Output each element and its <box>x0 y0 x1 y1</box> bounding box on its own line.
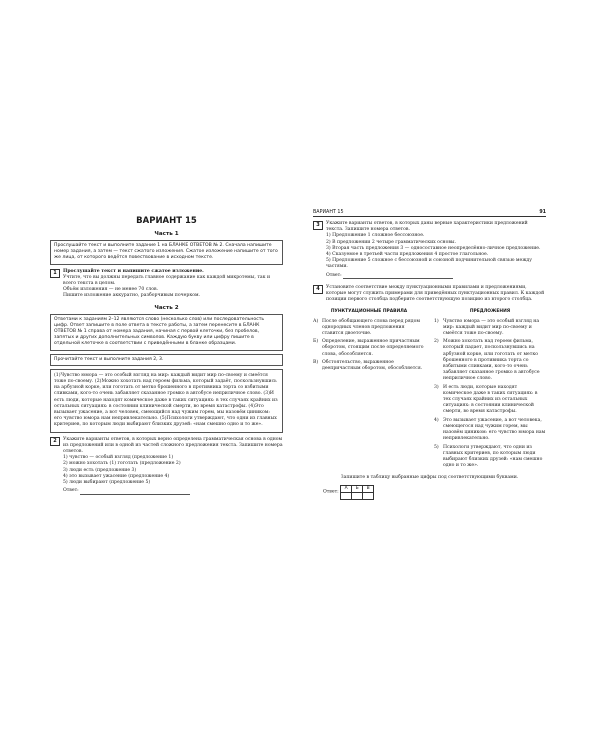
sentence-item <box>434 418 546 443</box>
sentence-text: Психологи утверждают, что одни из главных критериев, по которым люди выбирают близких друзей: «нам смешно одно и то же». <box>443 444 543 469</box>
page-header <box>313 210 546 217</box>
task-1-line: Объём изложения — не менее 70 слов. <box>63 287 159 293</box>
task-2-option: 5) люди выбирают (предложение 5) <box>63 480 151 486</box>
task-1 <box>50 269 283 300</box>
sentences-header: ПРЕДЛОЖЕНИЯ <box>469 309 511 315</box>
sentence-item <box>434 319 546 338</box>
task-2-option: 2) можно хохотать (1) гоготать (предложение 2) <box>63 461 181 467</box>
sentence-text: Чувство юмора — это особый взгляд на мир: каждый видит мир по-своему и смеётся тоже по-своему. <box>443 318 540 337</box>
task-4-number: 4 <box>313 285 323 294</box>
sentence-key: 5) <box>434 444 439 450</box>
task-2-option: 1) чувство — особый взгляд (предложение 1) <box>63 455 174 461</box>
rule-key: А) <box>313 318 319 324</box>
part1-title: Часть 1 <box>154 231 179 237</box>
left-page <box>50 210 283 530</box>
sentence-text: Это вызывает ужасение, а вот человека, смеющегося над чужим горем, мы назовём циником: его чувство юмора нам непривлекательно. <box>443 417 546 442</box>
task-3-option: 2) В предложении 2 четыре грамматических основы. <box>326 239 457 245</box>
sentence-key: 1) <box>434 318 439 324</box>
matching-columns <box>313 309 546 471</box>
rules-header: ПУНКТУАЦИОННЫЕ ПРАВИЛА <box>330 309 408 315</box>
answer-table-letter: Б <box>352 485 363 492</box>
variant-title: ВАРИАНТ 15 <box>136 216 197 226</box>
task-2-answer-label: Ответ: <box>63 488 79 494</box>
rule-item <box>313 319 425 338</box>
task-4-answer-label: Ответ: <box>323 489 339 495</box>
task-2-answer-field[interactable] <box>80 489 190 495</box>
rule-text: После обобщающего слова перед рядом однородных членов предложения ставится двоеточие. <box>322 318 420 337</box>
sentences-column <box>434 309 546 471</box>
task-3 <box>313 221 546 279</box>
sentence-item <box>434 385 546 416</box>
task-1-line: Пишите изложение аккуратно, разборчивым почерком. <box>63 293 200 299</box>
reading-text: (1)Чувство юмора — это особый взгляд на мир: каждый видит мир по-своему и смеётся тоже по-своему. (2)Можно хохотать над героем фильма, который задаёт, поскользнувшись на арбузной корке, или гоготать от метко брошенного в противника торта со взбитыми сливками, кого-то очень забавляет сказанное громко в автобусе неприличное слово. (3)И есть люди, которые находят комическое даже в таких ситуациях: в тех случаях крайних из остальных ситуациях: в состоянии клинической смерти, во время катастрофы. (4)Это вызывает ужасение, а вот человек, смеющийся над чужим горем, мы назовём циником: его чувство юмора нам непривлекательно. (5)Психологи утверждают, что одни из главных критериев, по которым люди выбирают близких друзей: «нам смешно одно и то же». <box>50 369 283 433</box>
task-3-intro: Укажите варианты ответов, в которых даны верные характеристики предложений текста. Запишите номера ответов. <box>326 221 528 233</box>
rule-item <box>313 339 425 358</box>
task-1-line: Учтите, что вы должны передать главное содержание как каждой микротемы, так и всего текста в целом. <box>63 274 271 287</box>
rules-column <box>313 309 425 471</box>
task-2-option: 3) люди есть (предложение 3) <box>63 467 137 473</box>
sentence-item <box>434 445 546 470</box>
task-1-number: 1 <box>50 269 60 278</box>
rule-text: Определение, выраженное причастным оборотом, стоящим после определяемого слова, обособляется. <box>322 339 424 357</box>
rule-key: В) <box>313 359 319 365</box>
answer-table-letter: В <box>363 485 374 492</box>
rule-item <box>313 360 425 372</box>
read-instruction: Прочитайте текст и выполните задания 2, 3. <box>50 354 283 366</box>
task-3-answer-field[interactable] <box>343 273 453 279</box>
task-2-option: 4) это вызывает ужасение (предложение 4) <box>63 473 170 479</box>
task-3-option: 4) Сказуемое в третьей части предложения 4 простое глагольное. <box>326 252 489 258</box>
task-3-option: 5) Предложение 5 сложное с бессоюзной и союзной подчинительной связью между частями. <box>326 258 532 270</box>
answer-table-cell[interactable] <box>341 492 352 499</box>
task-4-intro: Установите соответствие между пунктуационными правилами и предложениями, которые могут служить примерами для приведённых пунктуационных правил. К каждой позиции первого столбца подберите соответствующую позицию из второго столбца. <box>326 284 545 303</box>
task-2 <box>50 437 283 495</box>
answer-table-cell[interactable] <box>352 492 363 499</box>
rule-text: Обстоятельство, выраженное деепричастным оборотом, обособляется. <box>322 359 423 372</box>
answer-table <box>340 485 374 500</box>
task-3-answer-label: Ответ: <box>326 272 342 278</box>
page-number: 91 <box>539 210 546 215</box>
part2-instructions: Ответами к заданиям 2–12 являются слово (несколько слов) или последовательность цифр. Ответ запишите в поле ответа в тексте работы, а затем перенесите в БЛАНК ОТВЕТОВ № 1 справа от номера задания, начиная с первой клеточки, без пробелов, запятых и других дополнительных символов. Каждую букву или цифру пишите в отдельной клеточке в соответствии с приведёнными в бланке образцами. <box>50 314 283 351</box>
rule-key: Б) <box>313 339 319 345</box>
task-2-intro: Укажите варианты ответов, в которых верно определена грамматическая основа в одном из предложений или в одной из частей сложного предложения текста. Запишите номера ответов. <box>63 436 283 455</box>
sentence-text: И есть люди, которые находят комическое даже в таких ситуациях: в тех случаях крайних из остальных ситуациях: в состоянии клинической смерти, во время катастрофы. <box>443 384 538 415</box>
sentence-text: Можно хохотать над героем фильма, который падает, поскользнувшись на арбузной корке, или гоготать от метко брошенного в противника торта со взбитыми сливками, кого-то очень забавляет сказанное громко в автобусе неприличное слово. <box>443 339 540 382</box>
sentence-key: 2) <box>434 339 439 345</box>
right-page <box>313 210 546 530</box>
task-4-answer <box>313 485 546 500</box>
answer-table-letter: А <box>341 485 352 492</box>
sentence-item <box>434 339 546 382</box>
task-3-option: 1) Предложение 1 сложное бессоюзное. <box>326 233 425 239</box>
task-2-number: 2 <box>50 437 60 446</box>
part1-instructions: Прослушайте текст и выполните задание 1 на БЛАНКЕ ОТВЕТОВ № 2. Сначала напишите номер задания, а затем — текст сжатого изложения. Сжатое изложение напишите от того же лица, от которого ведётся повествование в исходном тексте. <box>50 240 283 265</box>
part2-title: Часть 2 <box>154 304 179 311</box>
table-instruction: Запишите в таблицу выбранные цифры под соответствующими буквами. <box>340 475 519 481</box>
sentence-key: 4) <box>434 417 439 423</box>
header-variant: ВАРИАНТ 15 <box>313 210 344 215</box>
sentence-key: 3) <box>434 384 439 390</box>
task-3-option: 3) Вторая часть предложения 3 — односоставное неопределённо-личное предложение. <box>326 245 541 251</box>
task-4 <box>313 285 546 304</box>
task-1-title: Прослушайте текст и напишите сжатое изложение. <box>63 268 204 274</box>
task-3-number: 3 <box>313 221 323 230</box>
answer-table-cell[interactable] <box>363 492 374 499</box>
